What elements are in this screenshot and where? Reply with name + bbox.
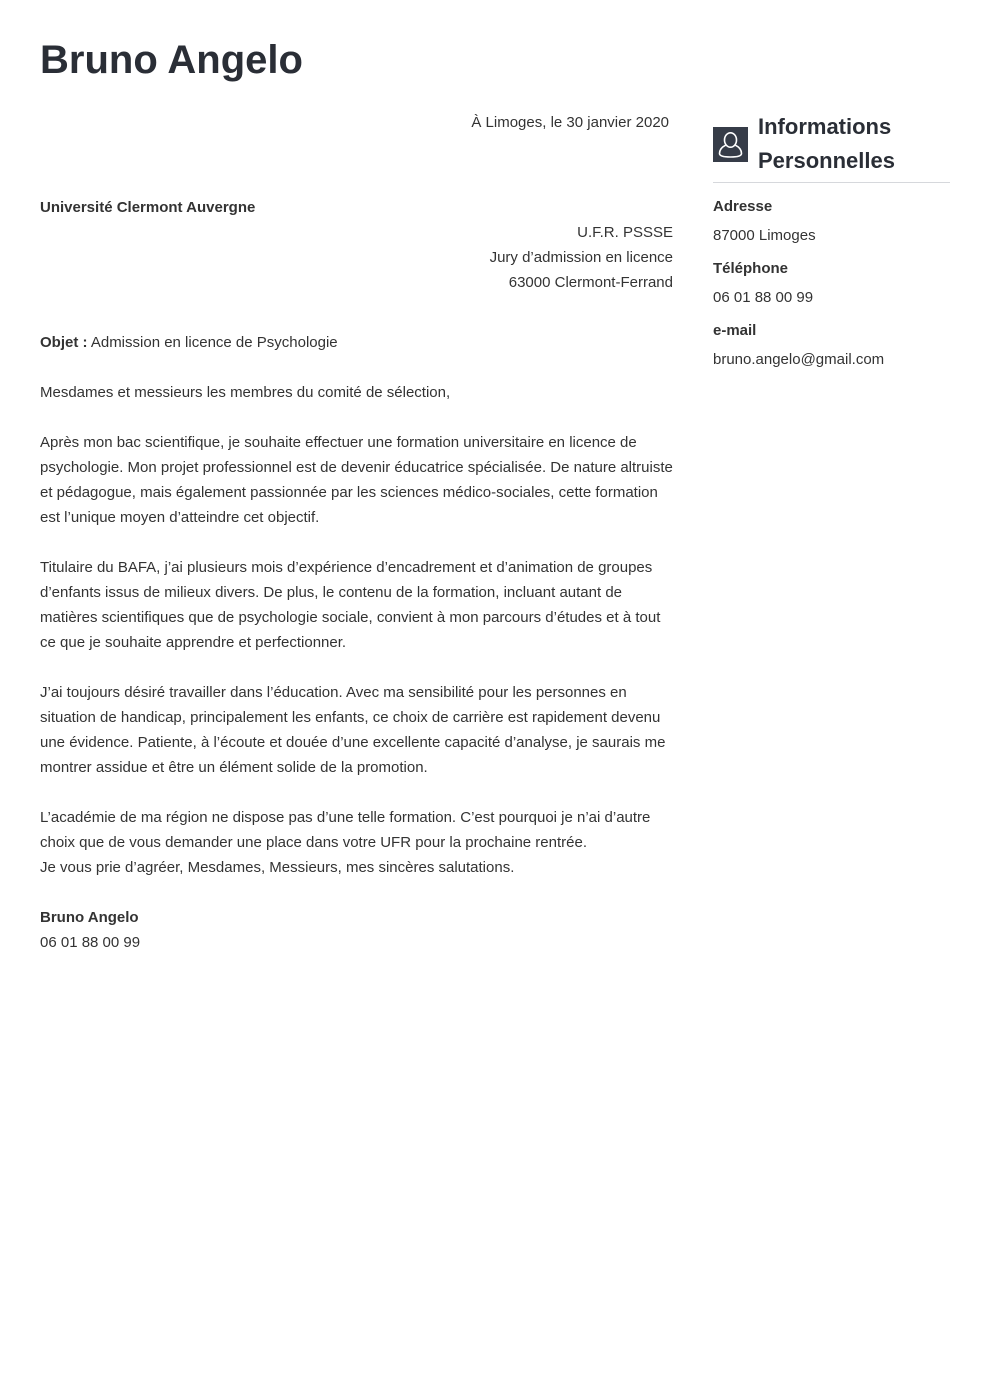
recipient-address	[40, 220, 673, 295]
signature-phone: 06 01 88 00 99	[40, 934, 141, 951]
sidebar-title	[758, 110, 895, 178]
letter-date: À Limoges, le 30 janvier 2020	[471, 114, 669, 131]
info-phone	[713, 256, 950, 310]
letter-paragraph: J’ai toujours désiré travailler dans l’éducation. Avec ma sensibilité pour les personnes en situation de handicap, principalement les enfants, ce choix de carrière est rapidement devenu une évidence. Patiente, à l’écoute et douée d’une excellente capacité d’analyse, je saurais me montrer assidue et être un élément solide de la promotion.	[40, 684, 666, 776]
personal-info-sidebar	[713, 110, 950, 372]
letter-paragraph: Après mon bac scientifique, je souhaite effectuer une formation universitaire en licence de psychologie. Mon projet professionnel est de devenir éducatrice spécialisée. De nature altruiste et pédagogue, mais également passionnée par les sciences médico-sociales, cette formation est l’unique moyen d’atteindre cet objectif.	[40, 434, 673, 526]
letter-closing: Je vous prie d’agréer, Mesdames, Messieurs, mes sincères salutations.	[40, 859, 515, 876]
info-value-email: bruno.angelo@gmail.com	[713, 351, 885, 368]
letter-paragraph: L’académie de ma région ne dispose pas d’une telle formation. C’est pourquoi je n’ai d’autre choix que de vous demander une place dans votre UFR pour la prochaine rentrée.	[40, 809, 651, 851]
page-title: Bruno Angelo	[40, 38, 303, 82]
recipient-address-line: U.F.R. PSSSE	[577, 224, 673, 241]
info-value-address: 87000 Limoges	[713, 227, 816, 244]
letter-salutation: Mesdames et messieurs les membres du comité de sélection,	[40, 384, 451, 401]
recipient-organization: Université Clermont Auvergne	[40, 199, 256, 216]
info-label-email: e-mail	[713, 322, 757, 339]
person-icon-glyph	[718, 131, 743, 158]
recipient-address-line: Jury d’admission en licence	[489, 249, 673, 266]
letter-paragraph: Titulaire du BAFA, j’ai plusieurs mois d’expérience d’encadrement et d’animation de groupes d’enfants issus de milieux divers. De plus, le contenu de la formation, incluant autant de matières scientifiques que de psychologie sociale, convient à mon parcours d’études et à tout ce que je souhaite apprendre et perfectionner.	[40, 559, 661, 651]
signature-name: Bruno Angelo	[40, 909, 139, 926]
info-label-address: Adresse	[713, 198, 773, 215]
sidebar-header	[713, 110, 950, 183]
letter-body	[40, 110, 673, 955]
info-label-phone: Téléphone	[713, 260, 789, 277]
info-email	[713, 318, 950, 372]
sidebar-title-line1: Informations	[758, 114, 892, 139]
subject-text: Admission en licence de Psychologie	[90, 334, 338, 351]
recipient-address-line: 63000 Clermont-Ferrand	[508, 274, 673, 291]
info-address	[713, 194, 950, 248]
letter-subject	[40, 330, 673, 355]
info-value-phone: 06 01 88 00 99	[713, 289, 814, 306]
sidebar-title-line2: Personnelles	[758, 148, 895, 173]
person-icon	[713, 127, 748, 162]
subject-label: Objet :	[40, 334, 88, 351]
